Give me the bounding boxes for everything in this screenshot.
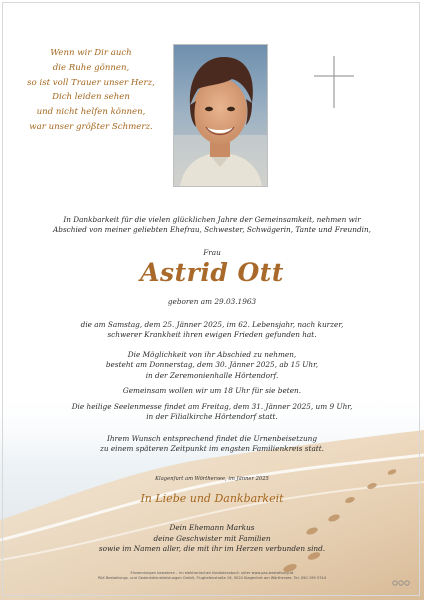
poem-line: die Ruhe gönnen, xyxy=(52,62,130,73)
footer xyxy=(40,571,384,581)
pax-logo-icon xyxy=(392,579,414,587)
intro-line: In Dankbarkeit für die vielen glücklichen Jahre der Gemeinsamkeit, nehmen wir xyxy=(63,215,361,224)
title-prefix: Frau xyxy=(203,248,221,257)
farewell-line: Die Möglichkeit von ihr Abschied zu nehmen, xyxy=(127,350,297,359)
urn-info xyxy=(40,434,384,455)
death-notice xyxy=(40,320,384,341)
poem xyxy=(18,46,164,135)
farewell-info xyxy=(40,350,384,381)
poem-line: so ist voll Trauer unser Herz, xyxy=(27,77,155,88)
mass-line: Die heilige Seelenmesse findet am Freitag, dem 31. Jänner 2025, um 9 Uhr, xyxy=(71,402,353,411)
farewell-line: in der Zeremonienhalle Hörtendorf. xyxy=(145,370,279,380)
prayer-line: Gemeinsam wollen wir um 18 Uhr für sie beten. xyxy=(122,386,302,395)
prayer-info xyxy=(40,386,384,396)
poem-line: war unser größter Schmerz. xyxy=(29,121,153,132)
mass-line: in der Filialkirche Hörtendorf statt. xyxy=(146,412,278,422)
death-line: schwerer Krankheit ihren ewigen Frieden gefunden hat. xyxy=(107,330,317,340)
farewell-line: besteht am Donnerstag, dem 30. Jänner 2025, ab 15 Uhr, xyxy=(105,360,319,370)
footer-line: PAX Bestattungs- und Gedenkdienstleistungen GmbH, Flughafenstraße 16, 9020 Klagenfurt am Wörthersee, Tel. 050 199 5744 xyxy=(97,576,327,581)
urn-line: zu einem späteren Zeitpunkt im engsten Familienkreis statt. xyxy=(100,444,324,454)
deceased-name: Astrid Ott xyxy=(140,258,284,287)
portrait-photo xyxy=(173,44,268,187)
portrait-image xyxy=(174,45,267,186)
poem-line: Wenn wir Dir auch xyxy=(50,48,132,58)
signatory-line: sowie im Namen aller, die mit ihr im Herzen verbunden sind. xyxy=(98,544,326,554)
mass-info xyxy=(40,402,384,423)
poem-line: und nicht helfen können, xyxy=(36,107,146,118)
intro-line: Abschied von meiner geliebten Ehefrau, Schwester, Schwägerin, Tante und Freundin, xyxy=(53,225,371,235)
signatory-line: Dein Ehemann Markus xyxy=(169,523,255,532)
intro-text xyxy=(40,215,384,236)
signatories xyxy=(40,523,384,555)
signatory-line: deine Geschwister mit Familien xyxy=(153,533,271,543)
urn-line: Ihrem Wunsch entsprechend findet die Urnenbeisetzung xyxy=(106,434,318,443)
place-date: Klagenfurt am Wörthersee, im Jänner 2025 xyxy=(155,476,269,482)
footer-line: Einsendungen bewahren – im elektronischen Kondolenzbuch unter www.pax-bestattung.at xyxy=(130,571,294,575)
birth-date: geboren am 29.03.1963 xyxy=(167,297,257,306)
death-line: die am Samstag, dem 25. Jänner 2025, im 62. Lebensjahr, nach kurzer, xyxy=(80,320,344,329)
in-love-heading: In Liebe und Dankbarkeit xyxy=(140,492,284,505)
poem-line: Dich leiden sehen xyxy=(52,92,130,103)
cross-icon xyxy=(312,56,356,108)
